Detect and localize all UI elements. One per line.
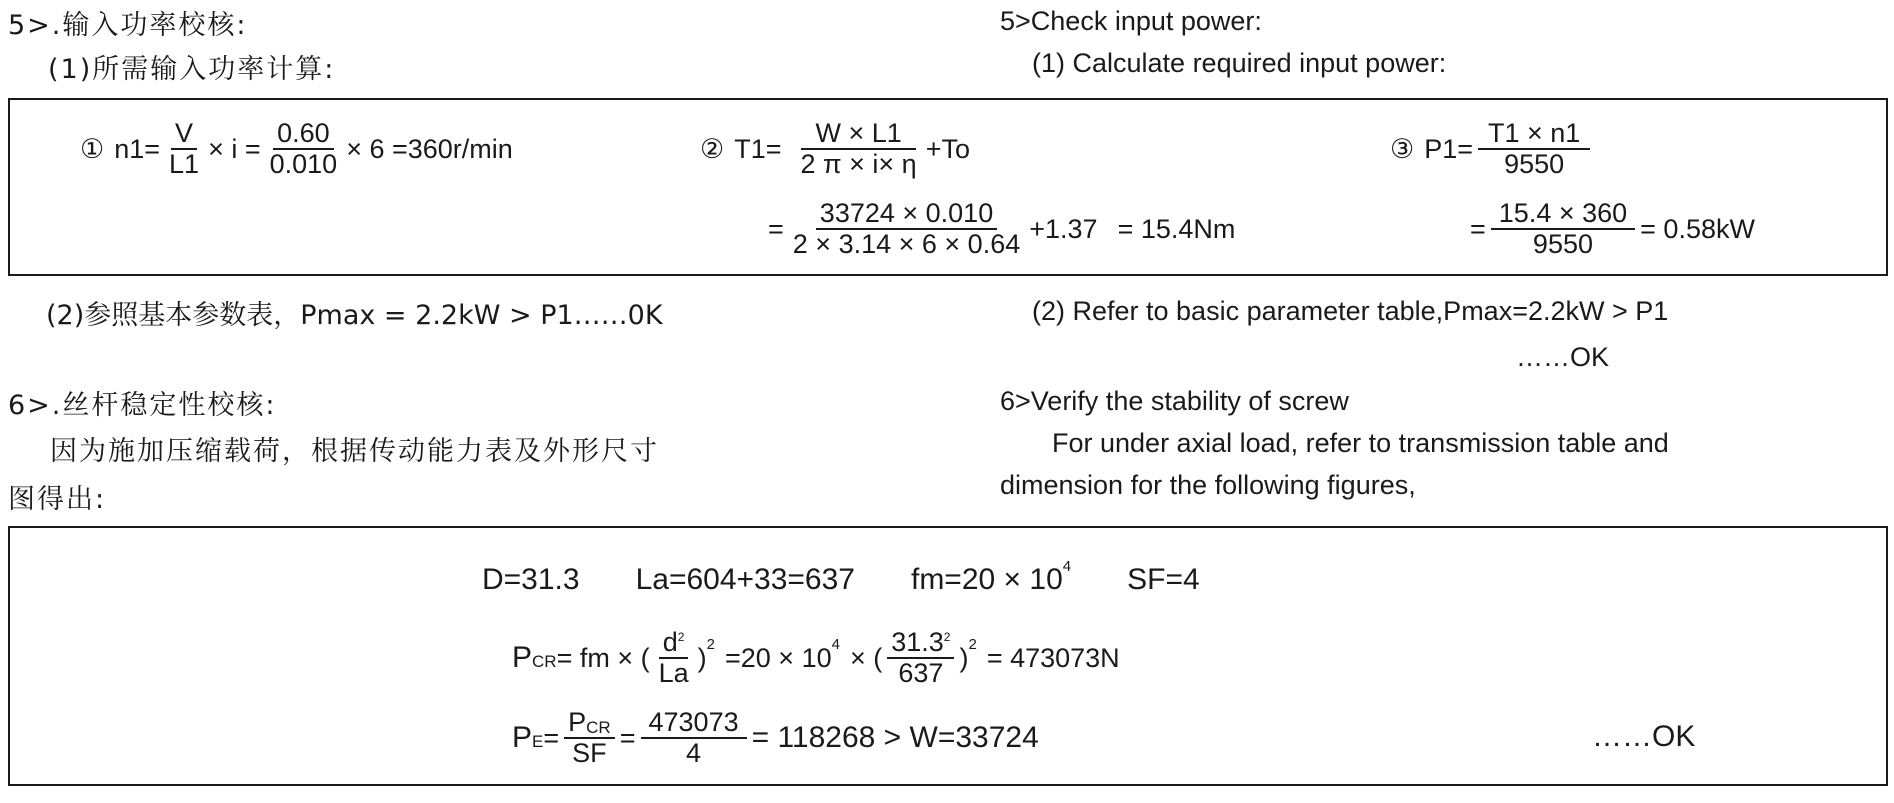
fraction-numerator: 15.4 × 360 <box>1491 199 1635 230</box>
p-symbol: P <box>568 706 587 737</box>
pe-subscript: E <box>532 732 544 751</box>
fraction-denominator: La <box>658 658 689 688</box>
formula-p1-eval <box>1470 196 1755 262</box>
fraction-denominator: 9550 <box>1504 149 1565 179</box>
la-value: La=604+33=637 <box>635 563 855 596</box>
circled-three: ③ <box>1390 133 1415 164</box>
fraction-torque-values <box>789 199 1024 259</box>
pe-result: = 118268 > W=33724 <box>751 721 1039 754</box>
sf-value: SF=4 <box>1127 563 1200 596</box>
en-section5-title: 5>Check input power: <box>1000 6 1262 36</box>
formula-pcr <box>512 622 1120 694</box>
value-squared: 2 <box>943 629 951 644</box>
formula-p1 <box>1390 116 1595 182</box>
t1-label: T1= <box>734 133 782 164</box>
d-value: D=31.3 <box>482 563 580 596</box>
p1-result: = 0.58kW <box>1640 213 1755 244</box>
fraction-denominator: 2 × 3.14 × 6 × 0.64 <box>792 229 1021 259</box>
fraction-numerator: 33724 × 0.010 <box>816 199 997 230</box>
equals-sign: = <box>1470 213 1486 244</box>
pe-label: P <box>512 721 533 754</box>
close-paren: ) <box>959 642 969 673</box>
plus-137: +1.37 <box>1029 213 1098 244</box>
fraction-denominator: 0.010 <box>269 149 338 179</box>
formula-t1-eval <box>768 196 1235 262</box>
pe-ok: ……OK <box>1592 720 1696 753</box>
fraction-numerator: 0.60 <box>273 119 334 150</box>
fm-value: fm=20 × 10 <box>910 563 1063 596</box>
circled-one: ① <box>80 133 105 164</box>
plus-to: +To <box>925 133 970 164</box>
fraction-denominator: 637 <box>898 658 944 688</box>
formula-pe <box>512 702 1039 774</box>
n1-result: × 6 =360r/min <box>346 133 513 164</box>
formula-n1 <box>80 116 513 182</box>
fraction-v-over-l1 <box>165 119 203 179</box>
t1-result: = 15.4Nm <box>1117 213 1236 244</box>
fraction-numerator: W × L1 <box>801 119 915 150</box>
cr-subscript: CR <box>586 717 611 737</box>
ten-exponent: 4 <box>831 635 840 653</box>
fraction-pcr-over-sf <box>564 708 615 768</box>
pcr-eq2: =20 × 10 <box>725 642 832 673</box>
n1-label: n1= <box>114 133 161 164</box>
fraction-060-over-0010 <box>266 119 342 179</box>
d-symbol: d <box>662 626 678 657</box>
en-section5-ok: ……OK <box>1516 342 1610 372</box>
pe-eq1: = <box>543 722 560 753</box>
fraction-numerator: V <box>171 119 197 150</box>
fraction-power-values <box>1491 199 1635 259</box>
d-squared: 2 <box>677 629 685 644</box>
en-section5-sub1: (1) Calculate required input power: <box>1032 48 1447 78</box>
fraction-denominator: L1 <box>169 149 200 179</box>
fraction-313sq-over-637 <box>887 628 954 688</box>
pcr-label: P <box>512 641 533 674</box>
fraction-numerator <box>887 628 954 659</box>
fraction-numerator: 473073 <box>641 708 747 739</box>
formula-t1 <box>700 116 970 182</box>
cn-section5-sub1: (1)所需输入功率计算: <box>48 54 336 85</box>
p1-label: P1= <box>1424 133 1474 164</box>
equals-sign: = <box>768 213 784 244</box>
fraction-denominator: 2 π × i× η <box>800 149 917 179</box>
stability-parameters <box>482 557 1200 600</box>
en-section6-title: 6>Verify the stability of screw <box>1000 386 1349 416</box>
cn-section5-sub2: (2)参照基本参数表，Pmax = 2.2kW > P1……0K <box>46 300 663 331</box>
times-i: × i = <box>208 133 261 164</box>
en-section5-sub2: (2) Refer to basic parameter table,Pmax=2.2kW > P1 <box>1032 296 1669 326</box>
fraction-denominator: SF <box>572 738 607 768</box>
fraction-d2-over-la <box>655 628 693 688</box>
en-section6-line1: For under axial load, refer to transmission table and <box>1052 428 1669 458</box>
pcr-eq1: = fm × ( <box>556 642 650 673</box>
paren-exponent: 2 <box>706 635 715 653</box>
fm-exponent: 4 <box>1062 557 1072 575</box>
pe-eq2: = <box>619 722 636 753</box>
paren-exponent: 2 <box>968 635 977 653</box>
fraction-denominator: 4 <box>686 738 702 768</box>
circled-two: ② <box>700 133 725 164</box>
fraction-power <box>1478 119 1590 179</box>
cn-section6-line2: 图得出: <box>8 484 107 515</box>
pcr-result: = 473073N <box>986 642 1120 673</box>
cn-section6-line1: 因为施加压缩载荷，根据传动能力表及外形尺寸 <box>50 436 659 467</box>
pcr-eq3: × ( <box>849 642 883 673</box>
fraction-numerator <box>564 708 615 739</box>
close-paren: ) <box>697 642 707 673</box>
fraction-473073-over-4 <box>641 708 747 768</box>
fraction-numerator <box>659 628 689 659</box>
value-313: 31.3 <box>891 626 944 657</box>
fraction-torque <box>797 119 921 179</box>
fraction-denominator: 9550 <box>1532 229 1593 259</box>
fraction-numerator: T1 × n1 <box>1478 119 1590 150</box>
en-section6-line2: dimension for the following figures, <box>1000 470 1416 500</box>
pcr-subscript: CR <box>532 652 557 671</box>
cn-section6-title: 6>.丝杆稳定性校核: <box>8 390 277 421</box>
cn-section5-title: 5>.输入功率校核: <box>8 10 248 41</box>
